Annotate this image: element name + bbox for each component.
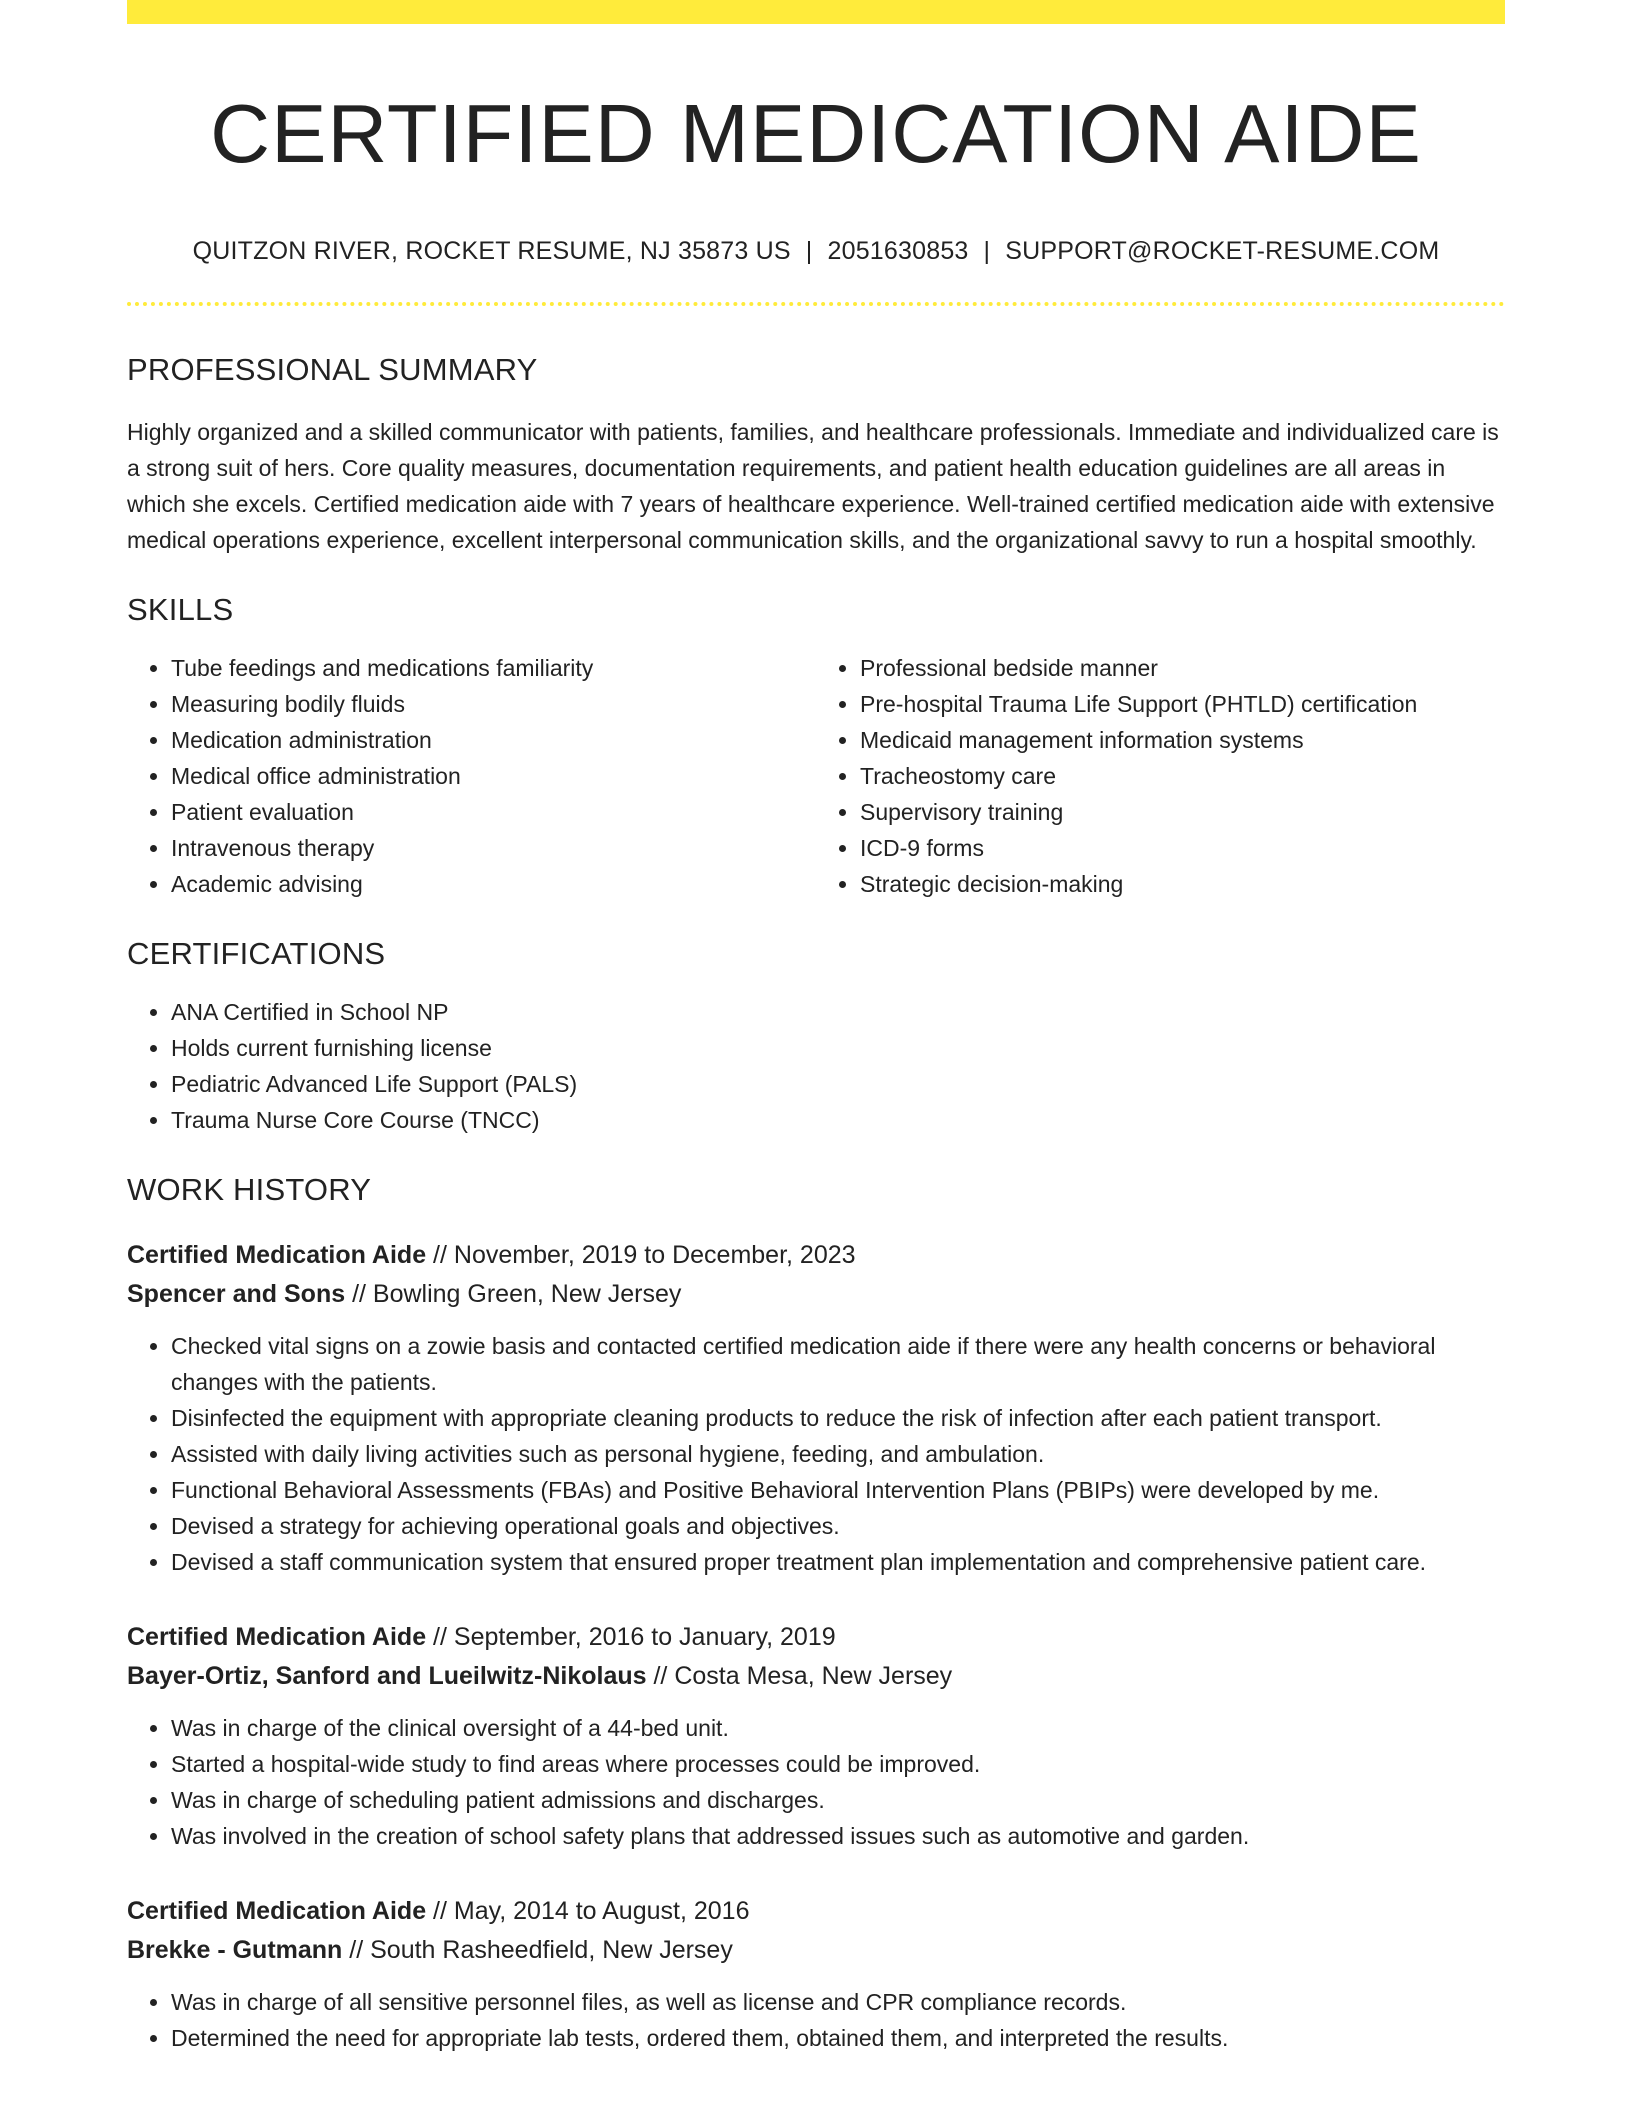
job-entry bbox=[127, 1618, 1505, 1854]
job-bullets bbox=[127, 1328, 1505, 1580]
job-bullet: • Checked vital signs on a zowie basis and contacted certified medication aide if there were any health concerns or behavioral changes with the patients. bbox=[171, 1328, 1505, 1400]
job-company: Bayer-Ortiz, Sanford and Lueilwitz-Nikolaus bbox=[127, 1662, 647, 1691]
job-bullet: • Was in charge of the clinical oversight of a 44-bed unit. bbox=[171, 1710, 1505, 1746]
job-bullet: • Disinfected the equipment with appropriate cleaning products to reduce the risk of infection after each patient transport. bbox=[171, 1400, 1505, 1436]
skill-item: • Professional bedside manner bbox=[860, 650, 1505, 686]
job-role: Certified Medication Aide bbox=[127, 1241, 427, 1270]
job-bullet: • Devised a strategy for achieving operational goals and objectives. bbox=[171, 1508, 1505, 1544]
skills-heading: SKILLS bbox=[127, 592, 234, 628]
dotted-divider bbox=[127, 302, 1505, 306]
job-role: Certified Medication Aide bbox=[127, 1623, 427, 1652]
contact-line bbox=[127, 237, 1505, 266]
job-role: Certified Medication Aide bbox=[127, 1897, 427, 1926]
job-bullet: • Functional Behavioral Assessments (FBAs) and Positive Behavioral Intervention Plans (PBIPs) were developed by me. bbox=[171, 1472, 1505, 1508]
job-entry bbox=[127, 1892, 1505, 2056]
job-location: // South Rasheedfield, New Jersey bbox=[342, 1936, 733, 1965]
job-company-line bbox=[127, 1657, 1505, 1696]
skill-item: • Measuring bodily fluids bbox=[171, 686, 816, 722]
job-bullet: • Determined the need for appropriate lab tests, ordered them, obtained them, and interpreted the results. bbox=[171, 2020, 1505, 2056]
job-company: Brekke - Gutmann bbox=[127, 1936, 343, 1965]
skill-item: • Tracheostomy care bbox=[860, 758, 1505, 794]
job-title-line bbox=[127, 1892, 1505, 1931]
job-bullets bbox=[127, 1710, 1505, 1854]
contact-phone: 2051630853 bbox=[827, 237, 969, 266]
job-bullet: • Was in charge of scheduling patient admissions and discharges. bbox=[171, 1782, 1505, 1818]
skill-item: • Pre-hospital Trauma Life Support (PHTLD) certification bbox=[860, 686, 1505, 722]
job-entry bbox=[127, 1236, 1505, 1580]
skill-item: • Medical office administration bbox=[171, 758, 816, 794]
contact-email: SUPPORT@ROCKET-RESUME.COM bbox=[1005, 237, 1440, 266]
certification-item: • Trauma Nurse Core Course (TNCC) bbox=[171, 1102, 1505, 1138]
summary-text: Highly organized and a skilled communicator with patients, families, and healthcare professionals. Immediate and individualized care is a strong suit of hers. Core quality measures, documentation requirements, and patient health education guidelines are all areas in which she excels. Certified medication aide with 7 years of healthcare experience. Well-trained certified medication aide with extensive medical operations experience, excellent interpersonal communication skills, and the organizational savvy to run a hospital smoothly. bbox=[127, 419, 1499, 554]
contact-separator: | bbox=[983, 237, 991, 266]
contact-address: QUITZON RIVER, ROCKET RESUME, NJ 35873 US bbox=[192, 237, 791, 266]
job-company-line bbox=[127, 1275, 1505, 1314]
work-history-heading: WORK HISTORY bbox=[127, 1172, 372, 1208]
resume-page bbox=[127, 0, 1505, 2056]
job-title-line bbox=[127, 1618, 1505, 1657]
skills-left-column bbox=[127, 650, 816, 902]
job-bullet: • Devised a staff communication system that ensured proper treatment plan implementation and comprehensive patient care. bbox=[171, 1544, 1505, 1580]
certifications-list bbox=[127, 994, 1505, 1138]
certification-item: • ANA Certified in School NP bbox=[171, 994, 1505, 1030]
job-bullet: • Was in charge of all sensitive personnel files, as well as license and CPR compliance records. bbox=[171, 1984, 1505, 2020]
skill-item: • Medicaid management information systems bbox=[860, 722, 1505, 758]
skill-item: • Supervisory training bbox=[860, 794, 1505, 830]
job-bullets bbox=[127, 1984, 1505, 2056]
job-location: // Bowling Green, New Jersey bbox=[345, 1280, 682, 1309]
job-dates: // September, 2016 to January, 2019 bbox=[426, 1623, 836, 1652]
job-dates: // May, 2014 to August, 2016 bbox=[426, 1897, 750, 1926]
contact-separator: | bbox=[805, 237, 813, 266]
skill-item: • ICD-9 forms bbox=[860, 830, 1505, 866]
skill-item: • Tube feedings and medications familiarity bbox=[171, 650, 816, 686]
skills-right-column bbox=[816, 650, 1505, 902]
job-title-line bbox=[127, 1236, 1505, 1275]
skill-item: • Intravenous therapy bbox=[171, 830, 816, 866]
skill-item: • Strategic decision-making bbox=[860, 866, 1505, 902]
certification-item: • Holds current furnishing license bbox=[171, 1030, 1505, 1066]
job-dates: // November, 2019 to December, 2023 bbox=[426, 1241, 856, 1270]
job-bullet: • Started a hospital-wide study to find areas where processes could be improved. bbox=[171, 1746, 1505, 1782]
job-company: Spencer and Sons bbox=[127, 1280, 346, 1309]
job-bullet: • Was involved in the creation of school safety plans that addressed issues such as automotive and garden. bbox=[171, 1818, 1505, 1854]
job-bullet: • Assisted with daily living activities such as personal hygiene, feeding, and ambulation. bbox=[171, 1436, 1505, 1472]
skill-item: • Academic advising bbox=[171, 866, 816, 902]
skills-list bbox=[127, 650, 1505, 902]
accent-top-bar bbox=[127, 0, 1505, 24]
summary-heading: PROFESSIONAL SUMMARY bbox=[127, 352, 538, 388]
skill-item: • Patient evaluation bbox=[171, 794, 816, 830]
certification-item: • Pediatric Advanced Life Support (PALS) bbox=[171, 1066, 1505, 1102]
skill-item: • Medication administration bbox=[171, 722, 816, 758]
job-location: // Costa Mesa, New Jersey bbox=[646, 1662, 953, 1691]
resume-name: CERTIFIED MEDICATION AIDE bbox=[210, 87, 1422, 180]
certifications-heading: CERTIFICATIONS bbox=[127, 936, 386, 972]
job-company-line bbox=[127, 1931, 1505, 1970]
